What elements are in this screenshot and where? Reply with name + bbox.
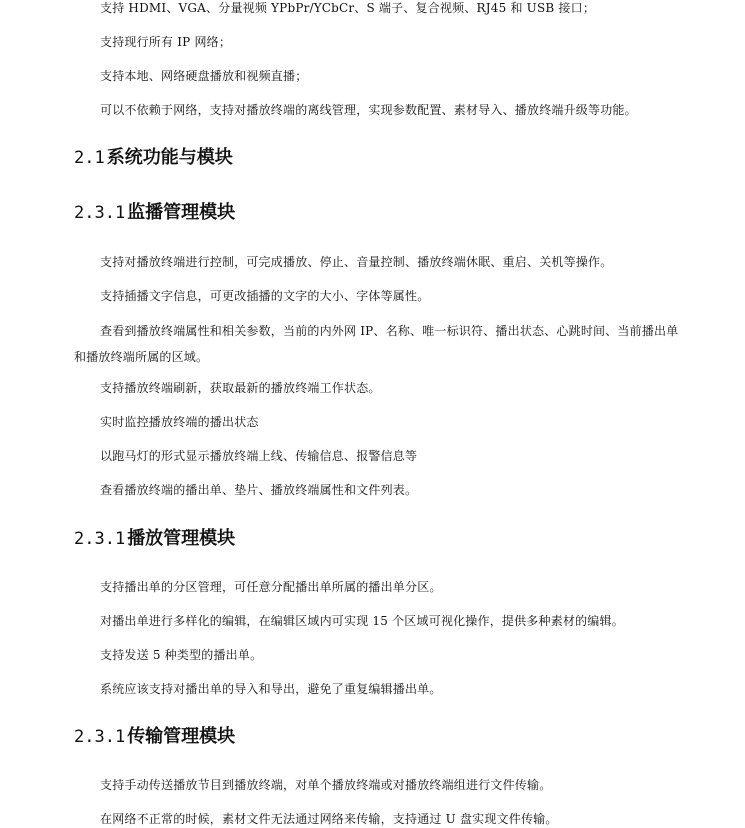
paragraph-monitor-7: 查看播放终端的播出单、垫片、播放终端属性和文件列表。: [100, 483, 418, 497]
heading-title: 监播管理模块: [127, 202, 236, 223]
heading-play-module: [74, 527, 235, 551]
heading-transfer-module: [74, 725, 235, 749]
paragraph-ip-networks: 支持现行所有 IP 网络；: [100, 35, 232, 49]
paragraph-monitor-6: 以跑马灯的形式显示播放终端上线、传输信息、报警信息等: [100, 449, 418, 463]
paragraph-monitor-4: 支持播放终端刷新，获取最新的播放终端工作状态。: [100, 381, 381, 395]
paragraph-play-2: 对播出单进行多样化的编辑，在编辑区域内可实现 15 个区域可视化操作，提供多种素材的编辑。: [100, 614, 624, 628]
paragraph-monitor-1: 支持对播放终端进行控制，可完成播放、停止、音量控制、播放终端休眠、重启、关机等操作。: [100, 255, 613, 269]
paragraph-interfaces: 支持 HDMI、VGA、分量视频 YPbPr/YCbCr、S 端子、复合视频、RJ45 和 USB 接口；: [100, 1, 596, 15]
paragraph-play-4: 系统应该支持对播出单的导入和导出，避免了重复编辑播出单。: [100, 682, 442, 696]
paragraph-offline: 可以不依赖于网络，支持对播放终端的离线管理，实现参数配置、素材导入、播放终端升级等功能。: [100, 103, 637, 117]
heading-title: 播放管理模块: [127, 528, 236, 549]
heading-title: 传输管理模块: [127, 726, 236, 747]
paragraph-play-3: 支持发送 5 种类型的播出单。: [100, 648, 263, 662]
paragraph-playback: 支持本地、网络硬盘播放和视频直播；: [100, 69, 308, 83]
heading-number: 2.1: [74, 148, 105, 168]
paragraph-monitor-3: 查看到播放终端属性和相关参数，当前的内外网 IP、名称、唯一标识符、播出状态、心跳时间、当前播出单和播放终端所属的区域。: [74, 324, 679, 364]
paragraph-play-1: 支持播出单的分区管理，可任意分配播出单所属的播出单分区。: [100, 580, 442, 594]
paragraph-monitor-2: 支持插播文字信息，可更改插播的文字的大小、字体等属性。: [100, 289, 430, 303]
heading-number: 2.3.1: [74, 529, 126, 549]
heading-title: 系统功能与模块: [106, 147, 233, 168]
paragraph-transfer-1: 支持手动传送播放节目到播放终端，对单个播放终端或对播放终端组进行文件传输。: [100, 778, 552, 792]
paragraph-transfer-2: 在网络不正常的时候，素材文件无法通过网络来传输，支持通过 U 盘实现文件传输。: [100, 812, 558, 826]
paragraph-monitor-5: 实时监控播放终端的播出状态: [100, 415, 259, 429]
heading-number: 2.3.1: [74, 203, 126, 223]
heading-2-1: [74, 146, 233, 170]
heading-monitor-module: [74, 201, 235, 225]
heading-number: 2.3.1: [74, 727, 126, 747]
